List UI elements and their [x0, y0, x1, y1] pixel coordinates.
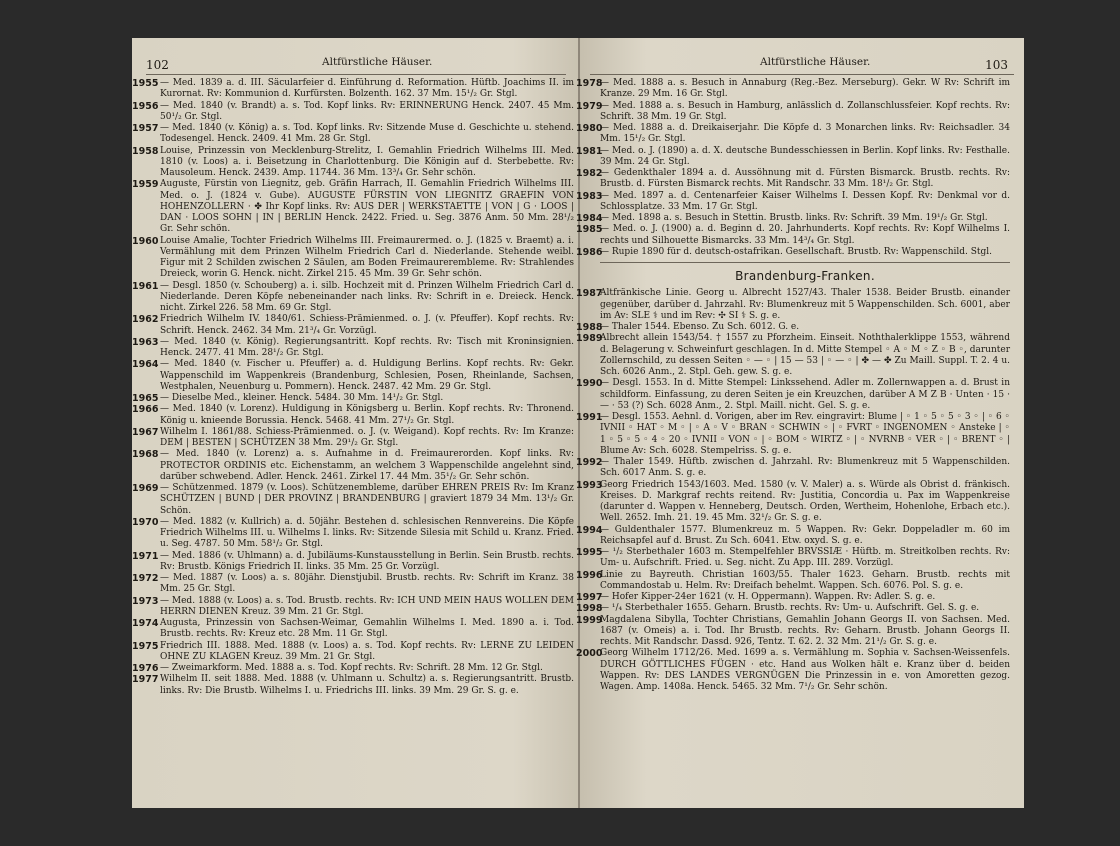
entry-text: Linie zu Bayreuth. Christian 1603/55. Thaler 1623. Geharn. Brustb. rechts mit Commandostab u. Helm. Rv: Dreifach behelmt. Wappen. Sch. 6076. Pol. S. g. e. [600, 569, 1010, 591]
entry-list [576, 78, 1010, 693]
entry-text: Friedrich III. 1888. Med. 1888 (v. Loos) a. s. Tod. Kopf rechts. Rv: LERNE ZU LEIDEN OHNE ZU KLAGEN Kreuz. 39 Mm. 21 Gr. Stgl. [160, 640, 574, 662]
catalog-entry [576, 288, 1010, 322]
catalog-entry [132, 674, 574, 697]
catalog-entry [132, 618, 574, 641]
entry-text: — Med. 1888 a. s. Besuch in Hamburg, anlässlich d. Zollanschlussfeier. Kopf rechts. Rv: Schrift. 38 Mm. 19 Gr. Stgl. [600, 100, 1010, 122]
page-number: 102 [146, 58, 169, 72]
entry-number: 1997 [576, 592, 603, 603]
entry-text: — Med. 1898 a. s. Besuch in Stettin. Brustb. links. Rv: Schrift. 39 Mm. 19¹/₂ Gr. Stgl. [600, 213, 988, 223]
entry-text: — Med. 1888 a. s. Besuch in Annaburg (Reg.-Bez. Merseburg). Gekr. W Rv: Schrift im Kranze. 29 Mm. 16 Gr. Stgl. [600, 78, 1010, 100]
entry-text: — Med. o. J. (1900) a. d. Beginn d. 20. Jahrhunderts. Kopf rechts. Rv: Kopf Wilhelms I. rechts und Silhouette Bismarcks. 33 Mm. 14³/₄ Gr. Stgl. [600, 224, 1010, 246]
entry-number: 1973 [132, 595, 159, 607]
catalog-entry [132, 573, 574, 596]
entry-number: 2000 [576, 648, 603, 660]
catalog-entry [132, 640, 574, 664]
entry-number: 1984 [576, 213, 603, 224]
catalog-entry [132, 595, 574, 619]
catalog-entry [576, 592, 1010, 603]
entry-number: 1999 [576, 614, 603, 626]
entry-text: Augusta, Prinzessin von Sachsen-Weimar, Gemahlin Wilhelms I. Med. 1890 a. i. Tod. Brustb. rechts. Rv: Kreuz etc. 28 Mm. 11 Gr. Stgl. [160, 618, 574, 640]
catalog-entry [576, 524, 1010, 548]
entry-text: — ¹/₄ Sterbethaler 1655. Geharn. Brustb. rechts. Rv: Um- u. Aufschrift. Gel. S. g. e. [600, 603, 980, 614]
entry-text: — Med. o. J. (1890) a. d. X. deutsche Bundesschiessen in Berlin. Kopf links. Rv: Festhalle. 39 Mm. 24 Gr. Stgl. [600, 145, 1010, 167]
entry-number: 1961 [132, 280, 159, 292]
catalog-entry [132, 179, 574, 235]
entry-number: 1957 [132, 123, 159, 134]
entry-text: — Med. 1897 a. d. Centenarfeier Kaiser Wilhelms I. Dessen Kopf. Rv: Denkmal vor d. Schlossplatze. 33 Mm. 17 Gr. Stgl. [600, 190, 1010, 212]
catalog-entry [132, 404, 574, 427]
right-page [576, 38, 1024, 808]
entry-text: — Med. 1840 (v. Lorenz). Huldigung in Königsberg u. Berlin. Kopf rechts. Rv: Thronend. König u. knieende Borussia. Henck. 5468. 41 Mm. 27¹/₂ Gr. Stgl. [160, 404, 574, 426]
entry-text: — Med. 1840 (v. Fischer u. Pfeuffer) a. d. Huldigung Berlins. Kopf rechts. Rv: Gekr. Wappenschild im Wappenkreis (Brandenburg, Schlesien, Posen, Rheinlande, Sachsen, Westphalen, Neuenburg u. Pommern). Henck. 2487. 42 Mm. 29 Gr. Stgl. [160, 359, 574, 392]
section-rule [600, 262, 1010, 263]
entry-text: — Desgl. 1553. Aehnl. d. Vorigen, aber im Rev. eingravirt: Blume | ◦ 1 ◦ 5 ◦ 5 ◦ 3 ◦ | ◦ 6 ◦ IVNII ◦ HAT ◦ M ◦ | ◦ A ◦ V ◦ BRAN ◦ SCHWIN ◦ | ◦ FVRT ◦ INGENOMEN ◦ Ansteke | ◦ 1 ◦ 5 ◦ 5 ◦ 4 ◦ 20 ◦ IVNII ◦ VON ◦ | ◦ BOM ◦ WIRTZ ◦ | ◦ NVRNB ◦ VER ◦ | ◦ BRENT ◦ | Blume Av: Sch. 6028. Stempelriss. S. g. e. [600, 412, 1010, 456]
entry-text: Altfränkische Linie. Georg u. Albrecht 1527/43. Thaler 1538. Beider Brustb. einander gegenüber, darüber d. Jahrzahl. Rv: Blumenkreuz mit 5 Wappenschilden. Sch. 6001, aber im Av: SLE ⚕ und im Rev: ✣ SI ⚕ S. g. e. [600, 288, 1010, 321]
catalog-entry [576, 569, 1010, 593]
entry-number: 1998 [576, 603, 603, 615]
catalog-entry [576, 614, 1010, 649]
entry-text: Louise, Prinzessin von Mecklenburg-Strelitz, I. Gemahlin Friedrich Wilhelms III. Med. 1810 (v. Loos) a. i. Beisetzung in Charlottenburg. Die Königin auf d. Sterbebette. Rv: Mausoleum. Henck. 2439. Amp. 11744. 36 Mm. 13³/₄ Gr. Sehr schön. [160, 145, 574, 178]
entry-text: — Zweimarkform. Med. 1888 a. s. Tod. Kopf rechts. Rv: Schrift. 28 Mm. 12 Gr. Stgl. [160, 663, 543, 673]
catalog-entry [132, 78, 574, 101]
entry-number: 1974 [132, 618, 159, 629]
catalog-entry [576, 457, 1010, 480]
entry-number: 1981 [576, 145, 603, 157]
catalog-entry [132, 235, 574, 281]
catalog-entry [132, 145, 574, 180]
running-head: Altfürstliche Häuser. [322, 56, 433, 68]
entry-text: Georg Wilhelm 1712/26. Med. 1699 a. s. Vermählung m. Sophia v. Sachsen-Weissenfels. DURCH GÖTTLICHES FÜGEN · etc. Hand aus Wolken hält e. Kranz über d. beiden Wappen. Rv: DES LANDES VERGNÜGEN Die Prinzessin in e. von Amoretten gezog. Wagen. Amp. 1408a. Henck. 5465. 32 Mm. 7¹/₂ Gr. Sehr schön. [600, 648, 1010, 692]
catalog-entry [576, 123, 1010, 146]
page-number: 103 [985, 58, 1008, 72]
entry-number: 1990 [576, 378, 603, 390]
entry-number: 1992 [576, 457, 603, 468]
catalog-entry [576, 378, 1010, 412]
catalog-entry [576, 412, 1010, 457]
entry-text: Albrecht allein 1543/54. † 1557 zu Pforzheim. Einseit. Noththalerklippe 1553, während d. Belagerung v. Schweinfurt geschlagen. In d. Mitte Stempel ◦ A ◦ M ◦ Z ◦ B ◦, darunter Zollernschild, zu dessen Seiten ◦ — ◦ | 15 — 53 | ◦ — ◦ | ✤ — ✤ Zu Maill. Suppl. T. 2. 4 u. Sch. 6026 Anm., 2. Stpl. Geh. gew. S. g. e. [600, 333, 1010, 377]
catalog-entry [576, 190, 1010, 214]
entry-number: 1988 [576, 322, 603, 333]
catalog-entry [132, 663, 574, 674]
entry-text: — Schützenmed. 1879 (v. Loos). Schützenembleme, darüber EHREN PREIS Rv: Im Kranz SCHÜTZEN | BUND | DER PROVINZ | BRANDENBURG | graviert 1879 34 Mm. 13¹/₂ Gr. Schön. [160, 483, 574, 516]
catalog-entry [132, 314, 574, 337]
entry-text: — Thaler 1549. Hüftb. zwischen d. Jahrzahl. Rv: Blumenkreuz mit 5 Wappenschilden. Sch. 6017 Anm. S. g. e. [600, 457, 1010, 479]
entry-text: — Med. 1888 (v. Loos) a. s. Tod. Brustb. rechts. Rv: ICH UND MEIN HAUS WOLLEN DEM HERRN DIENEN Kreuz. 39 Mm. 21 Gr. Stgl. [160, 595, 574, 617]
entry-text: — Gedenkthaler 1894 a. d. Aussöhnung mit d. Fürsten Bismarck. Brustb. rechts. Rv: Brustb. d. Fürsten Bismarck rechts. Mit Randschr. 33 Mm. 18¹/₂ Gr. Stgl. [600, 168, 1010, 190]
entry-number: 1968 [132, 449, 159, 461]
catalog-entry [132, 280, 574, 315]
entry-text: Magdalena Sibylla, Tochter Christians, Gemahlin Johann Georgs II. von Sachsen. Med. 1687 (v. Omeis) a. i. Tod. Ihr Brustb. rechts. Rv: Geharn. Brustb. Johann Georgs II. rechts. Mit Randschr. Dassd. 926, Tentz. T. 62. 2. 32 Mm. 21¹/₂ Gr. S. g. e. [600, 614, 1010, 647]
entry-number: 1965 [132, 393, 159, 404]
entry-text: Georg Friedrich 1543/1603. Med. 1580 (v. V. Maler) a. s. Würde als Obrist d. fränkisch. Kreises. D. Markgraf rechts reitend. Rv: Justitia, Concordia u. Pax im Wappenkreise (darunter d. Wappen v. Henneberg, Deutsch. Orden, Wertheim, Hohenlohe, Erbach etc.). Well. 2652. Imh. 21. 19. 45 Mm. 32¹/₂ Gr. S. g. e. [600, 479, 1010, 524]
entry-number: 1967 [132, 426, 159, 438]
header-rule [146, 74, 566, 75]
entry-number: 1987 [576, 288, 603, 300]
entry-text: — Thaler 1544. Ebenso. Zu Sch. 6012. G. e. [600, 322, 800, 332]
catalog-entry [576, 333, 1010, 378]
entry-text: — Desgl. 1850 (v. Schouberg) a. i. silb. Hochzeit mit d. Prinzen Wilhelm Friedrich Carl d. Niederlande. Deren Köpfe nebeneinander nach links. Rv: Schrift in e. Dreieck. Henck. nicht. Zirkel 226. 58 Mm. 69 Gr. Stgl. [160, 280, 574, 313]
entry-number: 1991 [576, 412, 603, 423]
entry-number: 1989 [576, 333, 603, 345]
catalog-entry [132, 550, 574, 574]
catalog-entry [132, 100, 574, 124]
catalog-entry [576, 479, 1010, 525]
entry-number: 1966 [132, 404, 159, 416]
entry-text: Friedrich Wilhelm IV. 1840/61. Schiess-Prämienmed. o. J. (v. Pfeuffer). Kopf rechts. Rv: Schrift. Henck. 2462. 34 Mm. 21³/₄ Gr. Vorzügl. [160, 314, 574, 336]
header-rule [590, 74, 1014, 75]
catalog-entry [576, 246, 1010, 258]
entry-text: Louise Amalie, Tochter Friedrich Wilhelms III. Freimaurermed. o. J. (1825 v. Braemt) a. i. Vermählung mit dem Prinzen Wilhelm Friedrich Carl d. Niederlande. Stehende weibl. Figur mit 2 Schilden zwischen 2 Säulen, am Boden Freimaurerembleme. Rv: Strahlendes Dreieck, worin G. Henck. nicht. Zirkel 215. 45 Mm. 39 Gr. Sehr schön. [160, 235, 574, 280]
entry-number: 1983 [576, 190, 603, 202]
catalog-entry [132, 426, 574, 450]
entry-number: 1985 [576, 224, 603, 236]
entry-number: 1977 [132, 674, 159, 686]
entry-number: 1959 [132, 179, 159, 191]
catalog-entry [132, 336, 574, 360]
catalog-entry [132, 516, 574, 551]
entry-number: 1979 [576, 100, 603, 112]
catalog-entry [132, 449, 574, 483]
entry-number: 1995 [576, 547, 603, 558]
entry-text: — Med. 1840 (v. Lorenz) a. s. Aufnahme in d. Freimaurerorden. Kopf links. Rv: PROTECTOR ORDINIS etc. Eichenstamm, an welchem 3 Wappenschilde angelehnt sind, darüber schwebend. Adler. Henck. 2461. Zirkel 17. 44 Mm. 35¹/₂ Gr. Sehr schön. [160, 449, 574, 482]
entry-text: — Guldenthaler 1577. Blumenkreuz m. 5 Wappen. Rv: Gekr. Doppeladler m. 60 im Reichsapfel auf d. Brust. Zu Sch. 6041. Etw. oxyd. S. g. e. [600, 524, 1010, 546]
entry-text: — Med. 1840 (v. König). Regierungsantritt. Kopf rechts. Rv: Tisch mit Kroninsignien. Henck. 2477. 41 Mm. 28¹/₂ Gr. Stgl. [160, 336, 574, 358]
catalog-entry [576, 547, 1010, 570]
catalog-entry [576, 213, 1010, 224]
entry-number: 1996 [576, 569, 603, 581]
entry-number: 1971 [132, 550, 159, 562]
entry-text: — Med. 1886 (v. Uhlmann) a. d. Jubiläums-Kunstausstellung in Berlin. Sein Brustb. rechts. Rv: Brustb. Königs Friedrich II. links. 35 Mm. 25 Gr. Vorzügl. [160, 550, 574, 572]
entry-text: — Desgl. 1553. In d. Mitte Stempel: Linkssehend. Adler m. Zollernwappen a. d. Brust in schildform. Einfassung, zu deren Seiten je ein Kreuzchen, darüber A M Z B · Unten · 15 · — · 53 (?) Sch. 6028 Anm., 2. Stpl. Maill. nicht. Gel. S. g. e. [600, 378, 1010, 411]
catalog-entry [576, 168, 1010, 191]
catalog-entry [132, 123, 574, 146]
catalog-entry [576, 648, 1010, 693]
entry-text: Wilhelm I. 1861/88. Schiess-Prämienmed. o. J. (v. Weigand). Kopf rechts. Rv: Im Kranze: DEM | BESTEN | SCHÜTZEN 38 Mm. 29¹/₂ Gr. Stgl. [160, 426, 574, 448]
entry-text: — Med. 1840 (v. König) a. s. Tod. Kopf links. Rv: Sitzende Muse d. Geschichte u. stehend. Todesengel. Henck. 2409. 41 Mm. 28 Gr. Stgl. [160, 123, 574, 145]
catalog-entry [576, 322, 1010, 333]
running-head: Altfürstliche Häuser. [760, 56, 871, 68]
entry-number: 1986 [576, 246, 603, 258]
catalog-entry [576, 224, 1010, 247]
entry-text: — Med. 1887 (v. Loos) a. s. 80jähr. Dienstjubil. Brustb. rechts. Rv: Schrift im Kranz. 38 Mm. 25 Gr. Stgl. [160, 573, 574, 595]
catalog-entry [132, 483, 574, 517]
entry-text: Wilhelm II. seit 1888. Med. 1888 (v. Uhlmann u. Schultz) a. s. Regierungsantritt. Brustb. links. Rv: Die Brustb. Wilhelms I. u. Friedrichs III. links. 39 Mm. 29 Gr. S. g. e. [160, 674, 574, 696]
entry-number: 1958 [132, 145, 159, 157]
entry-number: 1982 [576, 168, 603, 179]
entry-number: 1970 [132, 516, 159, 528]
entry-text: — Med. 1840 (v. Brandt) a. s. Tod. Kopf links. Rv: ERINNERUNG Henck. 2407. 45 Mm. 50¹/₂ Gr. Stgl. [160, 100, 574, 122]
entry-list [132, 78, 574, 697]
entry-number: 1960 [132, 235, 159, 247]
left-page [132, 38, 580, 808]
entry-number: 1980 [576, 123, 603, 134]
entry-number: 1994 [576, 524, 603, 536]
entry-number: 1975 [132, 640, 159, 652]
entry-text: — Hofer Kipper-24er 1621 (v. H. Oppermann). Wappen. Rv: Adler. S. g. e. [600, 592, 936, 602]
entry-text: — Med. 1888 a. d. Dreikaiserjahr. Die Köpfe d. 3 Monarchen links. Rv: Reichsadler. 34 Mm. 15¹/₂ Gr. Stgl. [600, 123, 1010, 145]
catalog-entry [132, 393, 574, 404]
entry-text: Auguste, Fürstin von Liegnitz, geb. Gräfin Harrach, II. Gemahlin Friedrich Wilhelms III. Med. o. J. (1824 v. Gube). AUGUSTE FÜRSTIN VON LIEGNITZ GRAEFIN VON HOHENZOLLERN · ✤ Ihr Kopf links. Rv: AUS DER | WERKSTAETTE | VON | G · LOOS | DAN · LOOS SOHN | IN | BERLIN Henck. 2422. Fried. u. Seg. 3876 Anm. 50 Mm. 28¹/₂ Gr. Sehr schön. [160, 179, 574, 235]
section-heading: Brandenburg-Franken. [735, 269, 875, 283]
entry-text: — ¹/₂ Sterbethaler 1603 m. Stempelfehler BRVSSIÆ · Hüftb. m. Streitkolben rechts. Rv: Um- u. Aufschrift. Fried. u. Seg. nicht. Zu App. III. 289. Vorzügl. [600, 547, 1010, 569]
entry-number: 1976 [132, 663, 159, 674]
entry-number: 1978 [576, 78, 603, 89]
entry-text: — Med. 1882 (v. Kullrich) a. d. 50jähr. Bestehen d. schlesischen Rennvereins. Die Köpfe Friedrich Wilhelms III. u. Wilhelms I. links. Rv: Sitzende Silesia mit Schild u. Kranz. Fried. u. Seg. 4787. 50 Mm. 58¹/₂ Gr. Stgl. [160, 516, 574, 550]
entry-number: 1955 [132, 78, 159, 89]
entry-number: 1956 [132, 100, 159, 112]
entry-number: 1964 [132, 359, 159, 371]
entry-number: 1993 [576, 479, 603, 491]
entry-number: 1963 [132, 336, 159, 348]
entry-number: 1969 [132, 483, 159, 494]
catalog-entry [576, 603, 1010, 615]
entry-number: 1972 [132, 573, 159, 584]
catalog-entry [576, 145, 1010, 169]
entry-text: — Rupie 1890 für d. deutsch-ostafrikan. Gesellschaft. Brustb. Rv: Wappenschild. Stgl. [600, 246, 993, 257]
catalog-entry [132, 359, 574, 393]
catalog-entry [576, 100, 1010, 124]
entry-text: — Dieselbe Med., kleiner. Henck. 5484. 30 Mm. 14¹/₂ Gr. Stgl. [160, 393, 444, 403]
entry-text: — Med. 1839 a. d. III. Säcularfeier d. Einführung d. Reformation. Hüftb. Joachims II. im Kurornat. Rv: Kommunion d. Kurfürsten. Bolzenth. 162. 37 Mm. 15¹/₂ Gr. Stgl. [160, 78, 574, 100]
entry-number: 1962 [132, 314, 159, 326]
catalog-entry [576, 78, 1010, 101]
